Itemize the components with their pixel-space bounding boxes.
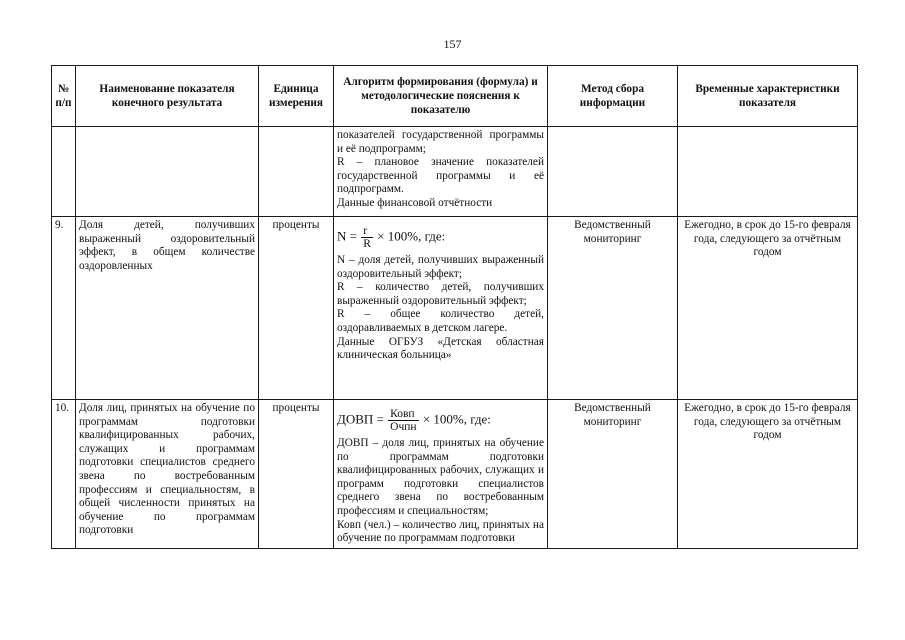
- collection-method: Ведомственный мониторинг: [548, 400, 678, 549]
- algorithm-cell: [334, 400, 548, 549]
- formula-fraction: [388, 408, 418, 433]
- header-algorithm: Алгоритм формирования (формула) и методологические пояснения к показателю: [334, 66, 548, 127]
- timing: Ежегодно, в срок до 15-го февраля года, следующего за отчётным годом: [678, 217, 858, 400]
- algorithm-line: Данные финансовой отчётности: [337, 196, 493, 209]
- row-number: 9.: [52, 217, 76, 400]
- formula-rhs: × 100%, где:: [422, 411, 491, 427]
- row-number: 10.: [52, 400, 76, 549]
- table-header-row: [52, 66, 858, 127]
- algorithm-line: Данные ОГБУЗ «Детская областная клиническая больница»: [337, 335, 544, 362]
- unit: проценты: [259, 217, 334, 400]
- cell-algorithm: [334, 127, 548, 217]
- page-number: 157: [443, 37, 462, 51]
- formula-numerator: r: [361, 225, 373, 238]
- algorithm-line: R – плановое значение показателей государственной программы и её подпрограмм.: [337, 156, 544, 196]
- header-indicator-name: Наименование показателя конечного результата: [76, 66, 259, 127]
- cell-unit: [259, 127, 334, 217]
- indicator-name: Доля лиц, принятых на обучение по программам подготовки квалифицированных рабочих, служащих и программам подготовки специалистов среднего звена по востребованным профессиям и специальностям, в общей численности принятых на обучение по программам подготовки: [76, 400, 259, 549]
- formula-lhs: ДОВП =: [337, 411, 384, 427]
- algorithm-cell: [334, 217, 548, 400]
- table-row-continuation: [52, 127, 858, 217]
- cell-method: [548, 127, 678, 217]
- indicator-name: Доля детей, получивших выраженный оздоровительный эффект, в общем количестве оздоровленных: [76, 217, 259, 400]
- algorithm-line: R – общее количество детей, оздоравливаемых в детском лагере.: [337, 308, 544, 334]
- algorithm-line: R – количество детей, получивших выраженный оздоровительный эффект;: [337, 281, 544, 307]
- formula-lhs: N =: [337, 228, 357, 244]
- table-row: [52, 217, 858, 400]
- header-collection-method: Метод сбора информации: [548, 66, 678, 127]
- indicators-table: [51, 65, 858, 549]
- algorithm-line: N – доля детей, получивших выраженный оздоровительный эффект;: [337, 254, 544, 280]
- collection-method: Ведомственный мониторинг: [548, 217, 678, 400]
- header-timing: Временные характеристики показателя: [678, 66, 858, 127]
- cell-timing: [678, 127, 858, 217]
- table-row: [52, 400, 858, 549]
- timing: Ежегодно, в срок до 15-го февраля года, следующего за отчётным годом: [678, 400, 858, 549]
- algorithm-line: показателей государственной программы и её подпрограмм;: [337, 129, 544, 155]
- formula-denominator: Очпн: [390, 421, 417, 433]
- cell-num: [52, 127, 76, 217]
- formula-rhs: × 100%, где:: [377, 228, 446, 244]
- formula-denominator: R: [363, 238, 371, 250]
- formula: [337, 402, 544, 437]
- algorithm-line: ДОВП – доля лиц, принятых на обучение по программам подготовки квалифицированных рабочих, служащих и программ подготовки специалистов среднего звена по востребованным профессиям и специальностям;: [337, 437, 544, 517]
- header-unit: Единица измерения: [259, 66, 334, 127]
- unit: проценты: [259, 400, 334, 549]
- formula-numerator: Ковп: [388, 408, 418, 421]
- formula: [337, 219, 544, 254]
- formula-fraction: [361, 225, 373, 250]
- header-number: № п/п: [52, 66, 76, 127]
- algorithm-line: Ковп (чел.) – количество лиц, принятых на обучение по программам подготовки: [337, 518, 544, 545]
- cell-name: [76, 127, 259, 217]
